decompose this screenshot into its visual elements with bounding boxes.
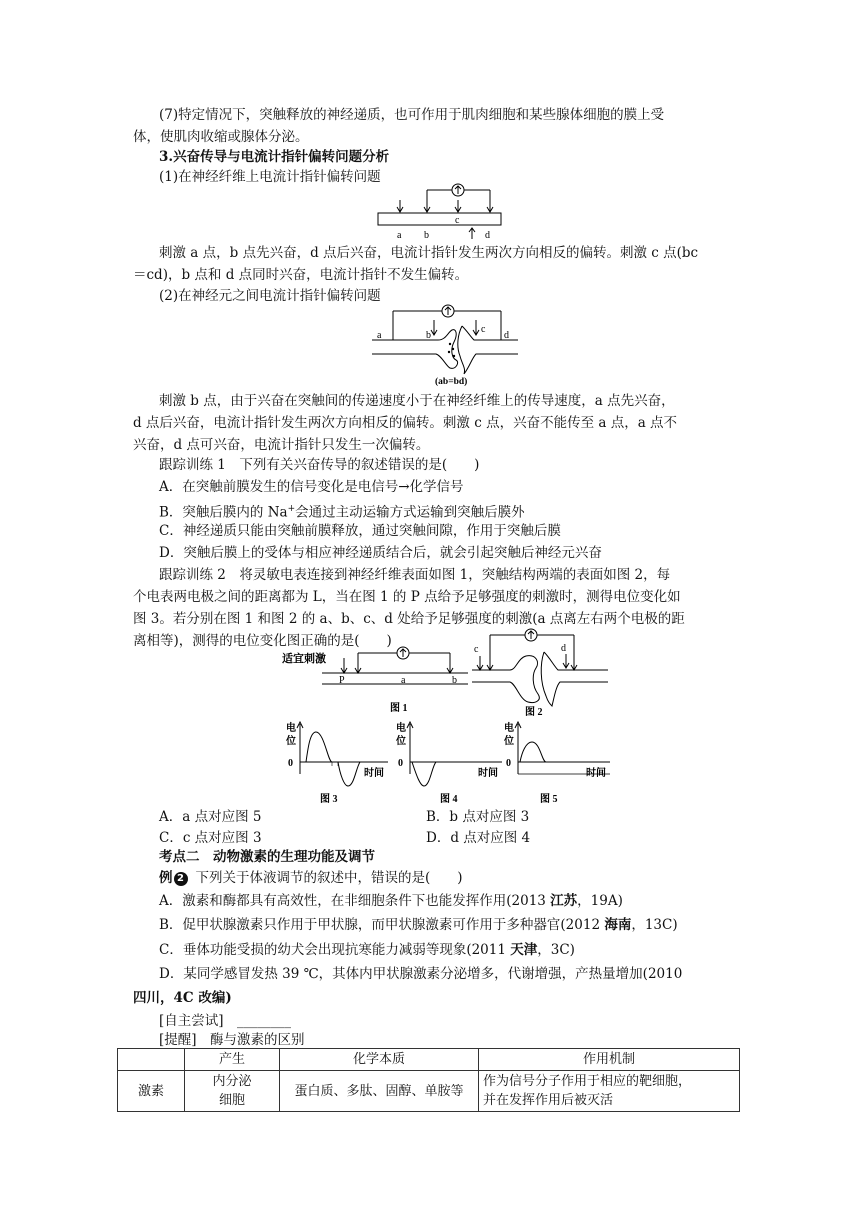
y-axis-label-1: 电 [286,723,296,734]
sub2-text-line2: d 点后兴奋，电流计指针发生两次方向相反的偏转。刺激 c 点，兴奋不能传至 a 点，a 点不 [133,415,678,431]
subsection-1-title: (1)在神经纤维上电流计指针偏转问题 [159,169,381,185]
y-axis-label-2: 位 [396,736,406,747]
table-row [118,1071,740,1112]
question-2-option-d: D．d 点对应图 4 [426,830,531,846]
synapse-figure [370,302,520,388]
table-header-cell [118,1049,185,1071]
label-d: d [561,643,566,654]
example-2-stem: 例 2 下列关于体液调节的叙述中，错误的是( ) [159,870,463,886]
question-2-line4: 离相等)，测得的电位变化图正确的是( ) [133,633,392,649]
figure-caption: (ab=bd) [435,377,468,387]
label-c: c [474,644,479,655]
question-2-line1: 跟踪训练 2 将灵敏电表连接到神经纤维表面如图 1，突触结构两端的表面如图 2，每 [159,567,671,583]
label-d: d [485,230,490,240]
x-axis-label: 时间 [364,768,384,779]
stimulus-label: 适宜刺激 [282,653,326,665]
label-a: a [377,330,382,341]
table-cell-name: 激素 [118,1071,185,1112]
example-label: 例 [159,870,173,886]
para-7-line1: (7)特定情况下，突触释放的神经递质，也可作用于肌肉细胞和某些腺体细胞的膜上受 [159,107,665,123]
label-a: a [401,675,406,686]
question-1-option-a: A．在突触前膜发生的信号变化是电信号→化学信号 [159,479,464,495]
x-axis-label: 时间 [478,768,498,779]
table-cell-mechanism: 作为信号分子作用于相应的靶细胞， 并在发挥作用后被灭活 [479,1071,740,1112]
example-number-badge: 2 [174,872,188,886]
table-cell-source: 内分泌 细胞 [185,1071,280,1112]
zero-label: 0 [398,758,403,769]
label-c: c [481,324,486,335]
label-p: P [339,675,345,686]
example-2-option-d-line2: 四川，4C 改编) [133,990,232,1006]
example-2-option-d-line1: D．某同学感冒发热 39 ℃，其体内甲状腺激素分泌增多，代谢增强，产热量增加(2010 [159,966,683,982]
figure-2-caption: 图 2 [525,707,543,718]
table-header-cell: 化学本质 [280,1049,479,1071]
label-b: b [452,675,457,686]
zero-label: 0 [288,758,293,769]
figure-5-graph [498,718,618,810]
table-header-cell: 产生 [185,1049,280,1071]
key-point-2-title: 考点二 动物激素的生理功能及调节 [159,849,375,865]
label-b: b [426,330,431,341]
reminder: [提醒] 酶与激素的区别 [159,1032,305,1048]
zero-label: 0 [506,758,511,769]
sub1-text-line1: 刺激 a 点，b 点先兴奋，d 点后兴奋，电流计指针发生两次方向相反的偏转。刺激 c 点(bc [159,245,699,261]
self-try: [自主尝试] ________ [159,1013,292,1029]
figure-1-caption: 图 1 [390,703,408,714]
sub2-text-line1: 刺激 b 点，由于兴奋在突触间的传递速度小于在神经纤维上的传导速度，a 点先兴奋， [159,393,675,409]
enzyme-hormone-table [117,1048,740,1112]
label-a: a [397,230,402,240]
question-2-line3: 图 3。若分别在图 1 和图 2 的 a、b、c、d 处给予足够强度的刺激(a 点离左右两个电极的距 [133,611,685,627]
figure-4-graph [390,718,510,810]
table-cell-nature: 蛋白质、多肽、固醇、单胺等 [280,1071,479,1112]
question-2-option-c: C．c 点对应图 3 [159,830,262,846]
y-axis-label-1: 电 [504,723,514,734]
question-1-option-c: C．神经递质只能由突触前膜释放，通过突触间隙，作用于突触后膜 [159,523,561,539]
example-2-option-b: B．促甲状腺激素只作用于甲状腺，而甲状腺激素可作用于多种器官(2012 海南，13C) [159,917,678,933]
figure-3-caption: 图 3 [320,794,338,805]
figure-2 [470,624,610,718]
table-header-row [118,1049,740,1071]
figure-5-caption: 图 5 [540,794,558,805]
question-1-option-b: B．突触后膜内的 Na+会通过主动运输方式运输到突触后膜外 [159,504,525,521]
y-axis-label-1: 电 [396,723,406,734]
figure-1 [280,640,470,716]
example-2-option-a: A．激素和酶都具有高效性，在非细胞条件下也能发挥作用(2013 江苏，19A) [159,893,623,909]
label-c: c [455,215,460,226]
label-d: d [504,330,509,341]
y-axis-label-2: 位 [504,736,514,747]
example-2-option-c: C．垂体功能受损的幼犬会出现抗寒能力减弱等现象(2011 天津，3C) [159,942,575,958]
nerve-fiber-figure [375,182,510,240]
section-3-title: 3.兴奋传导与电流计指针偏转问题分析 [159,149,390,165]
subsection-2-title: (2)在神经元之间电流计指针偏转问题 [159,288,381,304]
label-b: b [424,230,429,240]
table-header-cell: 作用机制 [479,1049,740,1071]
para-7-line2: 体，使肌肉收缩或腺体分泌。 [133,129,309,145]
y-axis-label-2: 位 [286,736,296,747]
figure-4-caption: 图 4 [440,794,458,805]
sub2-text-line3: 兴奋，d 点可兴奋，电流计指针只发生一次偏转。 [133,437,430,453]
question-2-line2: 个电表两电极之间的距离都为 L，当在图 1 的 P 点给予足够强度的刺激时，测得电位变化如 [133,589,681,605]
sub1-text-line2: ＝cd)，b 点和 d 点同时兴奋，电流计指针不发生偏转。 [133,267,469,283]
question-2-option-b: B．b 点对应图 3 [426,809,530,825]
question-2-option-a: A．a 点对应图 5 [159,809,262,825]
question-1-option-d: D．突触后膜上的受体与相应神经递质结合后，就会引起突触后神经元兴奋 [159,545,602,561]
x-axis-label: 时间 [586,768,606,779]
question-1-stem: 跟踪训练 1 下列有关兴奋传导的叙述错误的是( ) [159,457,480,473]
figure-3-graph [280,718,400,810]
